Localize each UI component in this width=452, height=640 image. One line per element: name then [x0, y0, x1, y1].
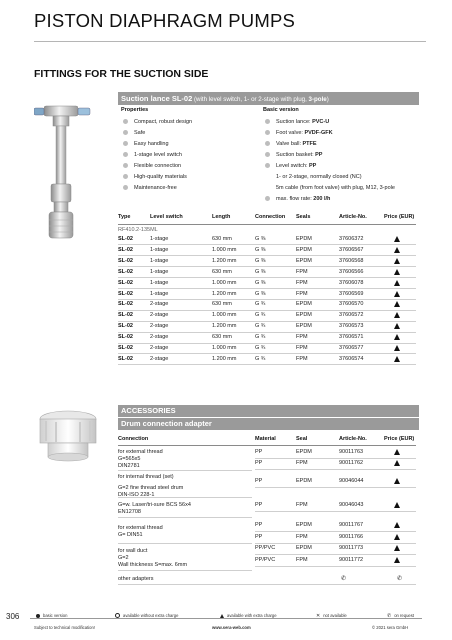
properties-heading: Properties [121, 107, 149, 113]
title-divider [34, 41, 426, 42]
cell-seal: EPDM [296, 449, 312, 455]
cell-level-switch: 2-stage [150, 323, 169, 330]
level-switch-detail: 1- or 2-stage, normally closed (NC) [276, 174, 362, 180]
acc-col-article-no: Article-No. [339, 436, 367, 442]
cell-length: 1.200 mm [212, 257, 237, 264]
cell-type: SL-02 [118, 345, 133, 351]
bullet-icon [265, 141, 270, 146]
row-divider [118, 310, 416, 311]
row-divider [118, 255, 416, 256]
property-item: Easy handling [123, 141, 169, 147]
cell-length: 1.000 mm [212, 279, 237, 286]
row-divider [118, 584, 416, 585]
col-type: Type [118, 214, 131, 220]
cell-article-no: 37606567 [339, 246, 364, 253]
cell-connection: G ¾ [255, 334, 266, 341]
cell-connection: G ¾ [255, 312, 266, 319]
cell-article-no: 37606573 [339, 323, 364, 330]
extra-charge-triangle-icon [394, 356, 400, 362]
cell-length: 1.000 mm [212, 345, 237, 351]
cell-level-switch: 2-stage [150, 355, 169, 362]
cell-type: SL-02 [118, 312, 133, 319]
drum-adapter-title: Drum connection adapter [121, 419, 212, 428]
table-header-rule [118, 224, 416, 225]
cell-seals: FPM [296, 290, 308, 297]
connection-text: G= DIN51 [118, 532, 143, 538]
cell-article-no: 37606568 [339, 257, 364, 264]
cell-article-no: 37606574 [339, 355, 364, 362]
page-number: 306 [6, 612, 20, 621]
extra-charge-triangle-icon [394, 258, 400, 264]
suction-lance-image [34, 100, 104, 250]
footer-rule [30, 618, 422, 619]
extra-charge-triangle-icon [394, 345, 400, 351]
cell-article-no: 37606372 [339, 236, 364, 242]
phone-icon: ✆ [387, 613, 392, 619]
group-divider [118, 517, 252, 518]
col-article-no: Article-No. [339, 214, 367, 220]
connection-text: Wall thickness S=max. 6mm [118, 562, 188, 568]
cell-connection: G ⅜ [255, 246, 266, 253]
acc-col-connection: Connection [118, 436, 149, 442]
cell-article-no: 90011772 [339, 557, 364, 563]
cell-seals: FPM [296, 334, 308, 341]
row-divider [118, 288, 416, 289]
legend-extra-charge: available with extra charge [220, 613, 277, 618]
col-connection: Connection [255, 214, 286, 220]
cell-material: PP [255, 460, 263, 466]
property-item: High-quality materials [123, 174, 187, 180]
cell-material: PP/PVC [255, 545, 276, 551]
cross-icon: ✕ [316, 613, 321, 619]
basic-version-item: Suction lance: PVC-U [265, 119, 329, 125]
cell-seal: FPM [296, 534, 308, 540]
cell-connection: G ⅜ [255, 290, 266, 297]
row-divider [118, 343, 416, 344]
extra-charge-triangle-icon [394, 291, 400, 297]
cell-connection: G ⅜ [255, 257, 266, 264]
cell-article-no: 37606078 [339, 279, 364, 286]
connection-text: G=565x5 [118, 456, 141, 462]
connection-text: EN12708 [118, 509, 141, 515]
extra-charge-triangle-icon [394, 269, 400, 275]
cell-length: 1.200 mm [212, 323, 237, 330]
cell-type: SL-02 [118, 334, 133, 341]
cell-connection: G ⅜ [255, 268, 266, 275]
cell-material: PP [255, 478, 263, 484]
cell-seals: FPM [296, 345, 308, 351]
cell-level-switch: 2-stage [150, 301, 169, 308]
bullet-icon [123, 163, 128, 168]
cell-length: 630 mm [212, 301, 232, 308]
level-switch-detail: 5m cable (from foot valve) with plug, M12, 3-pole [276, 185, 395, 191]
row-divider [118, 299, 416, 300]
row-divider [255, 554, 416, 555]
cell-level-switch: 1-stage [150, 268, 169, 275]
bullet-icon [123, 185, 128, 190]
cell-seals: FPM [296, 355, 308, 362]
row-divider [118, 277, 416, 278]
drum-adapter-image [28, 405, 108, 465]
cell-seal: FPM [296, 460, 308, 466]
cell-seal: EPDM [296, 545, 312, 551]
row-divider [255, 469, 416, 470]
extra-charge-triangle-icon [394, 301, 400, 307]
cell-seal: EPDM [296, 522, 312, 528]
suction-lance-subtitle-highlight: 3-pole [308, 96, 327, 103]
row-divider [255, 511, 416, 512]
group-divider [118, 470, 252, 471]
cell-connection: G ¾ [255, 355, 266, 362]
extra-charge-triangle-icon [394, 334, 400, 340]
cell-type: SL-02 [118, 246, 133, 253]
cell-connection: G ¾ [255, 345, 266, 351]
cell-article-no: 90046044 [339, 478, 364, 484]
cell-level-switch: 1-stage [150, 246, 169, 253]
acc-col-material: Material [255, 436, 276, 442]
cell-level-switch: 2-stage [150, 334, 169, 341]
cell-seal: EPDM [296, 478, 312, 484]
cell-seals: EPDM [296, 246, 312, 253]
cell-article-no: 37606572 [339, 312, 364, 319]
cell-length: 630 mm [212, 334, 232, 341]
row-divider [118, 244, 416, 245]
half-circle-icon [115, 613, 120, 618]
cell-length: 1.000 mm [212, 312, 237, 319]
cell-seals: FPM [296, 279, 308, 286]
cell-type: SL-02 [118, 301, 133, 308]
basic-version-item: Valve ball: PTFE [265, 141, 317, 147]
row-divider [255, 458, 416, 459]
bullet-icon [265, 130, 270, 135]
cell-type: SL-02 [118, 323, 133, 330]
row-divider [118, 332, 416, 333]
cell-length: 630 mm [212, 268, 232, 275]
cell-article-no: 37606570 [339, 301, 364, 308]
extra-charge-triangle-icon [394, 280, 400, 286]
cell-seal: FPM [296, 557, 308, 563]
extra-charge-triangle-icon [394, 236, 400, 242]
extra-charge-triangle-icon [394, 478, 400, 484]
cell-length: 1.200 mm [212, 290, 237, 297]
cell-type: SL-02 [118, 257, 133, 264]
cell-seals: EPDM [296, 312, 312, 319]
section-title: FITTINGS FOR THE SUCTION SIDE [34, 68, 209, 80]
connection-text: G=2 fine thread steel drum [118, 485, 184, 491]
legend-basic-version: basic version [36, 613, 67, 618]
legend-on-request: ✆ on request [387, 613, 414, 619]
basic-version-item: Foot valve: PVDF-GFK [265, 130, 333, 136]
property-item: Flexible connection [123, 163, 181, 169]
row-divider [118, 364, 416, 365]
extra-charge-triangle-icon [394, 247, 400, 253]
cell-level-switch: 2-stage [150, 345, 169, 351]
cell-article-no: 37606571 [339, 334, 364, 341]
bullet-icon [123, 130, 128, 135]
row-divider [255, 487, 416, 488]
cell-article-no: 90011763 [339, 449, 364, 455]
connection-text: for internal thread (set) [118, 474, 174, 480]
footer-website[interactable]: www.sera-web.com [212, 625, 251, 630]
footer-copyright: © 2021 sera GmbH [372, 625, 409, 630]
extra-charge-triangle-icon [394, 460, 400, 466]
extra-charge-triangle-icon [394, 557, 400, 563]
drum-adapter-bar [118, 418, 419, 430]
connection-text: other adapters [118, 576, 154, 582]
page-title: PISTON DIAPHRAGM PUMPS [34, 10, 296, 31]
row-divider [118, 353, 416, 354]
cell-seals: EPDM [296, 301, 312, 308]
cell-type: SL-02 [118, 236, 133, 242]
bullet-icon [265, 196, 270, 201]
bullet-icon [123, 119, 128, 124]
cell-article-no: 90011766 [339, 534, 364, 540]
extra-charge-triangle-icon [394, 534, 400, 540]
col-length: Length [212, 214, 231, 220]
cell-seals: EPDM [296, 323, 312, 330]
legend-no-charge: available without extra charge [115, 613, 178, 618]
cell-seals: FPM [296, 268, 308, 275]
accessories-label: ACCESSORIES [121, 406, 176, 415]
cell-type: SL-02 [118, 268, 133, 275]
cell-article-no: 90011767 [339, 522, 364, 528]
bullet-icon [123, 141, 128, 146]
cell-article-no: 37606577 [339, 345, 364, 351]
cell-article-no: 90011762 [339, 460, 364, 466]
row-divider [255, 566, 416, 567]
cell-type: SL-02 [118, 279, 133, 286]
cell-connection: G ⅜ [255, 279, 266, 286]
property-item: Maintenance-free [123, 185, 177, 191]
extra-charge-triangle-icon [394, 449, 400, 455]
suction-lance-subtitle: (with level switch, 1- or 2-stage with plug, [192, 96, 309, 103]
cell-seals: EPDM [296, 236, 312, 242]
bullet-icon [123, 174, 128, 179]
connection-text: G=w. Laser/tri-sure BCS 56x4 [118, 502, 191, 508]
extra-charge-triangle-icon [394, 545, 400, 551]
suction-lance-bar [118, 92, 419, 105]
cell-length: 630 mm [212, 236, 232, 242]
basic-version-item: Level switch: PP [265, 163, 316, 169]
filled-dot-icon [36, 614, 40, 618]
row-divider [255, 543, 416, 544]
connection-text: for external thread [118, 449, 163, 455]
property-item: 1-stage level switch [123, 152, 182, 158]
cell-type: SL-02 [118, 290, 133, 297]
cell-level-switch: 1-stage [150, 236, 169, 242]
suction-lance-subtitle-close: ) [326, 96, 329, 103]
col-seals: Seals [296, 214, 311, 220]
bullet-icon [265, 163, 270, 168]
basic-version-heading: Basic version [263, 107, 299, 113]
extra-charge-triangle-icon [394, 522, 400, 528]
cell-length: 1.200 mm [212, 355, 237, 362]
cell-article-no: 90011773 [339, 545, 364, 551]
row-divider [255, 531, 416, 532]
cell-article-no: 37606566 [339, 268, 364, 275]
cell-article-no: 37606569 [339, 290, 364, 297]
cell-seals: EPDM [296, 257, 312, 264]
footer-disclaimer: Subject to technical modification! [34, 625, 95, 630]
connection-text: DIN-ISO 228-1 [118, 492, 155, 498]
cell-material: PP [255, 534, 263, 540]
extra-charge-triangle-icon [394, 312, 400, 318]
connection-text: G=2 [118, 555, 129, 561]
drawing-reference: RF410.2-135ML [118, 227, 158, 233]
cell-connection: G ⅜ [255, 236, 266, 242]
max-flow-rate: max. flow rate: 200 l/h [265, 196, 330, 202]
cell-material: PP [255, 449, 263, 455]
acc-table-header-rule [118, 445, 416, 446]
cell-material: PP/PVC [255, 557, 276, 563]
cell-level-switch: 1-stage [150, 290, 169, 297]
group-divider [118, 543, 252, 544]
group-divider [118, 497, 252, 498]
cell-length: 1.000 mm [212, 246, 237, 253]
cell-connection: G ¾ [255, 301, 266, 308]
legend-not-available: ✕ not available [316, 613, 347, 619]
property-item: Safe [123, 130, 145, 136]
group-divider [118, 570, 252, 571]
bullet-icon [123, 152, 128, 157]
on-request-icon: ✆ [341, 576, 347, 582]
extra-charge-triangle-icon [394, 323, 400, 329]
suction-lance-title: Suction lance SL-02 [121, 94, 193, 103]
cell-level-switch: 1-stage [150, 257, 169, 264]
connection-text: for wall duct [118, 548, 148, 554]
accessories-bar [118, 405, 419, 417]
cell-level-switch: 1-stage [150, 279, 169, 286]
cell-material: PP [255, 522, 263, 528]
cell-type: SL-02 [118, 355, 133, 362]
on-request-icon: ✆ [397, 576, 403, 582]
connection-text: DIN2781 [118, 463, 140, 469]
connection-text: for external thread [118, 525, 163, 531]
triangle-icon [220, 614, 224, 618]
cell-connection: G ¾ [255, 323, 266, 330]
col-price: Price (EUR) [384, 214, 415, 220]
acc-col-seal: Seal [296, 436, 308, 442]
cell-article-no: 90046043 [339, 502, 364, 508]
row-divider [118, 266, 416, 267]
bullet-icon [265, 119, 270, 124]
basic-version-item: Suction basket: PP [265, 152, 322, 158]
extra-charge-triangle-icon [394, 502, 400, 508]
property-item: Compact, robust design [123, 119, 192, 125]
col-level-switch: Level switch [150, 214, 183, 220]
cell-material: PP [255, 502, 263, 508]
cell-level-switch: 2-stage [150, 312, 169, 319]
bullet-icon [265, 152, 270, 157]
acc-col-price: Price (EUR) [384, 436, 415, 442]
cell-seal: FPM [296, 502, 308, 508]
row-divider [118, 321, 416, 322]
